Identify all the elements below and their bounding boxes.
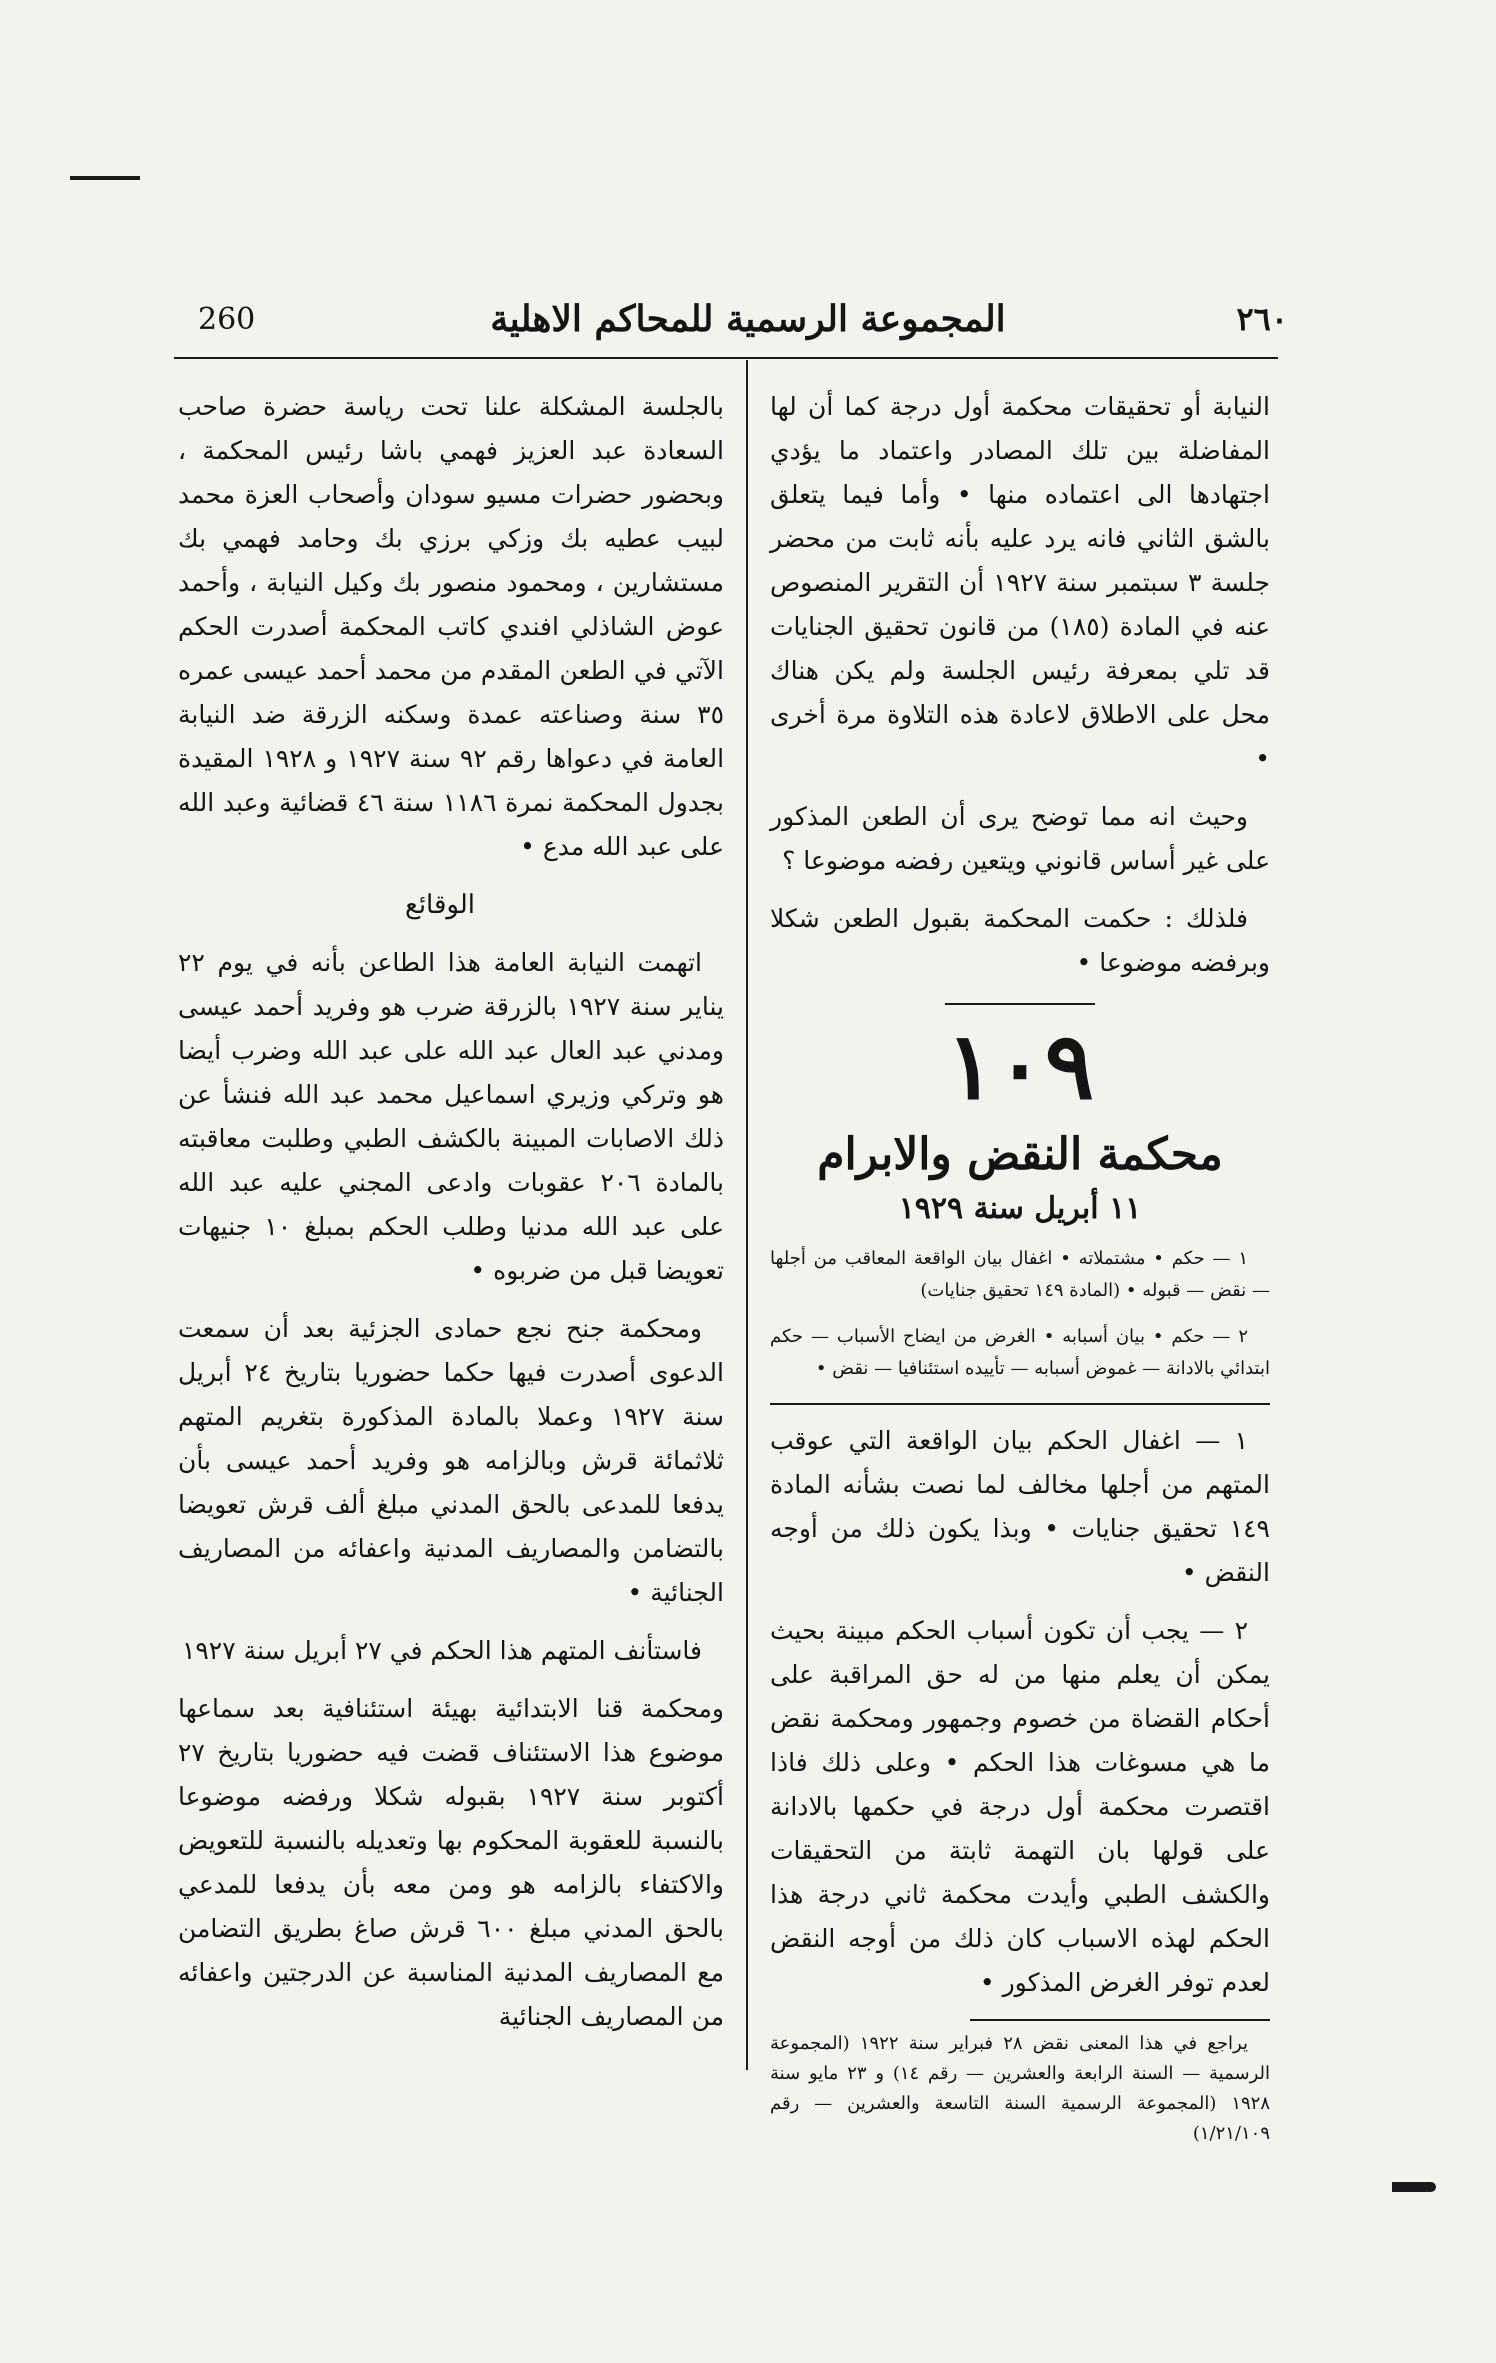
paragraph: النيابة أو تحقيقات محكمة أول درجة كما أن لها المفاضلة بين تلك المصادر واعتماد ما يؤدي اجتهادها الى اعتماده منها • وأما فيما يتعلق بالشق الثاني فانه يرد عليه بأنه ثابت من محضر جلسة ٣ سبتمبر سنة ١٩٢٧ أن التقرير المنصوص عنه في المادة (١٨٥) من قانون تحقيق الجنايات قد تلي بمعرفة رئيس الجلسة ولم يكن هناك محل على الاطلاق لاعادة هذه التلاوة مرة أخرى • [770,392,1271,773]
margin-mark [1392,2182,1436,2192]
legal-principle: ٢ — يجب أن تكون أسباب الحكم مبينة بحيث يمكن أن يعلم منها من له حق المراقبة على أحكام القضاة من خصوم وجمهور ومحكمة نقض ما هي مسوغات هذا الحكم • وعلى ذلك فاذا اقتصرت محكمة أول درجة في حكمها بالادانة على قولها بان التهمة ثابتة من التحقيقات والكشف الطبي وأيدت محكمة ثاني درجة هذا الحكم لهذه الاسباب كان ذلك من أوجه النقض لعدم توفر الغرض المذكور • [770,1616,1270,1997]
court-name: محكمة النقض والابرام [817,1129,1223,1180]
section-rule [945,1003,1095,1005]
page-number-arabic: ٢٦٠ [1236,300,1288,338]
ruling-date: ١١ أبريل سنة ١٩٢٩ [898,1191,1142,1226]
header-rule [174,357,1278,359]
paragraph: بالجلسة المشكلة علنا تحت رياسة حضرة صاحب السعادة عبد العزيز فهمي باشا رئيس المحكمة ، وبحضور حضرات مسيو سودان وأصحاب العزة محمد لبيب عطيه بك وزكي برزي بك وحامد فهمي بك مستشارين ، ومحمود منصور بك وكيل النيابة ، وأحمد عوض الشاذلي افندي كاتب المحكمة أصدرت الحكم الآتي في الطعن المقدم من محمد أحمد عيسى عمره ٣٥ سنة وصناعته عمدة وسكنه الزرقة ضد النيابة العامة في دعواها رقم ٩٢ سنة ١٩٢٧ و ١٩٢٨ المقيدة بجدول المحكمة نمرة ١١٨٦ سنة ٤٦ قضائية وعبد الله على عبد الله مدع • [178,392,725,861]
paragraph: وحيث انه مما توضح يرى أن الطعن المذكور على غير أساس قانوني ويتعين رفضه موضوعا ؟ [770,802,1270,875]
headnote: ١ — حكم • مشتملاته • اغفال بيان الواقعة المعاقب من أجلها — نقض — قبوله • (المادة ١٤٩ تحقيق جنايات) [770,1248,1270,1301]
paragraph: فاستأنف المتهم هذا الحكم في ٢٧ أبريل سنة ١٩٢٧ [181,1636,702,1665]
page-number-latin: 260 [198,302,256,337]
footnote-rule [970,2019,1270,2021]
headnote-rule [770,1403,1270,1405]
paragraph: اتهمت النيابة العامة هذا الطاعن بأنه في يوم ٢٢ يناير سنة ١٩٢٧ بالزرقة ضرب هو وفريد أحمد عيسى ومدني عبد العال عبد الله على عبد الله وضرب أيضا هو وتركي وزيري اسماعيل محمد عبد الله فنشأ عن ذلك الاصابات المبينة بالكشف الطبي وطلبت معاقبته بالمادة ٢٠٦ عقوبات وادعى المجني عليه عبد الله على عبد الله مدنيا وطلب الحكم بمبلغ ١٠ جنيهات تعويضا قبل من ضربوه • [178,948,724,1285]
section-heading: الوقائع [404,890,475,920]
case-number: ١٠٩ [945,1012,1095,1120]
paragraph: ومحكمة جنح نجع حمادى الجزئية بعد أن سمعت الدعوى أصدرت فيها حكما حضوريا بتاريخ ٢٤ أبريل سنة ١٩٢٧ وعملا بالمادة المذكورة بتغريم المتهم ثلاثمائة قرش وبالزامه هو وفريد أحمد عيسى بأن يدفعا للمدعى بالحق المدني مبلغ ألف قرش تعويضا بالتضامن والمصاريف المدنية واعفائه من المصاريف الجنائية • [178,1314,725,1607]
legal-principle: ١ — اغفال الحكم بيان الواقعة التي عوقب المتهم من أجلها مخالف لما نصت بشأنه المادة ١٤٩ تحقيق جنايات • وبذا يكون ذلك من أوجه النقض • [770,1426,1270,1587]
column-divider [746,360,748,2070]
left-column [178,385,724,2053]
right-column [770,385,1270,2163]
verdict: فلذلك : حكمت المحكمة بقبول الطعن شكلا وبرفضه موضوعا • [770,904,1270,977]
margin-mark [70,176,140,180]
headnote: ٢ — حكم • بيان أسبابه • الغرض من ايضاح الأسباب — حكم ابتدائي بالادانة — غموض أسبابه — تأييده استئنافيا — نقض • [770,1326,1270,1379]
running-title: المجموعة الرسمية للمحاكم الاهلية [490,298,1006,340]
paragraph: ومحكمة قنا الابتدائية بهيئة استئنافية بعد سماعها موضوع هذا الاستئناف قضت فيه حضوريا بتاريخ ٢٧ أكتوبر سنة ١٩٢٧ بقبوله شكلا ورفضه موضوعا بالنسبة للعقوبة المحكوم بها وتعديله بالنسبة للتعويض والاكتفاء بالزامه هو ومن معه بأن يدفعا للمدعي بالحق المدني مبلغ ٦٠٠ قرش صاغ بطريق التضامن مع المصاريف المدنية المناسبة عن الدرجتين واعفائه من المصاريف الجنائية [178,1694,724,2031]
footnote: يراجع في هذا المعنى نقض ٢٨ فبراير سنة ١٩٢٢ (المجموعة الرسمية — السنة الرابعة والعشرين — رقم ١٤) و ٢٣ مايو سنة ١٩٢٨ (المجموعة الرسمية السنة التاسعة والعشرين — رقم ١/٢١/١٠٩) [770,2033,1270,2144]
